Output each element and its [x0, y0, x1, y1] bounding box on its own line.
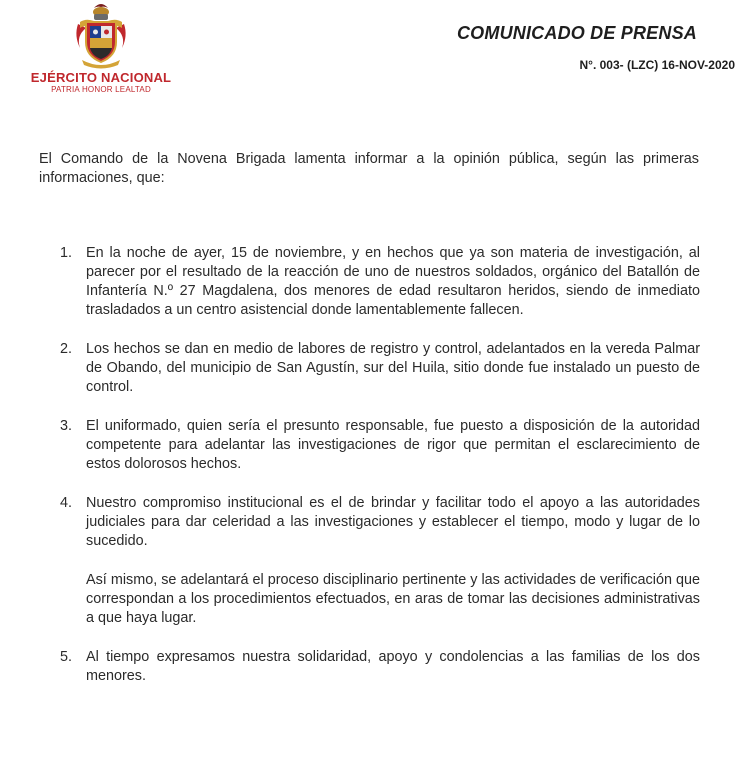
org-motto: PATRIA HONOR LEALTAD	[51, 85, 151, 94]
list-item	[60, 417, 700, 474]
org-name: EJÉRCITO NACIONAL	[30, 70, 172, 85]
item-number: 4.	[60, 495, 73, 511]
statement-list	[60, 244, 700, 706]
item-text: Así mismo, se adelantará el proceso disciplinario pertinente y las actividades de verificación que correspondan a los procedimientos efectuados, en aras de tomar las decisiones administrativas a que haya lugar.	[86, 572, 700, 626]
item-text: Nuestro compromiso institucional es el de brindar y facilitar todo el apoyo a las autoridades judiciales para dar celeridad a las investigaciones y establecer el tiempo, modo y lugar de lo sucedido.	[86, 495, 700, 549]
document-number: N°. 003- (LZC) 16-NOV-2020	[579, 58, 735, 72]
intro-paragraph: El Comando de la Novena Brigada lamenta informar a la opinión pública, según las primeras informaciones, que:	[39, 151, 699, 186]
list-item	[60, 244, 700, 320]
army-coat-of-arms-icon	[72, 2, 130, 70]
item-number: 5.	[60, 649, 73, 665]
list-item	[60, 340, 700, 397]
item-number: 1.	[60, 245, 73, 261]
item-number: 2.	[60, 341, 73, 357]
item-text: En la noche de ayer, 15 de noviembre, y en hechos que ya son materia de investigación, al parecer por el resultado de la reacción de uno de nuestros soldados, orgánico del Batallón de Infantería N.º 27 Magdalena, dos menores de edad resultaron heridos, siendo de inmediato trasladados a un centro asistencial donde lamentablemente fallecen.	[86, 245, 700, 318]
list-item	[60, 648, 700, 686]
item-text: Los hechos se dan en medio de labores de registro y control, adelantados en la vereda Palmar de Obando, del municipio de San Agustín, sur del Huila, sitio donde fue instalado un puesto de control.	[86, 341, 700, 395]
item-text: El uniformado, quien sería el presunto responsable, fue puesto a disposición de la autoridad competente para adelantar las investigaciones de rigor que permitan el esclarecimiento de estos dolorosos hechos.	[86, 418, 700, 472]
list-item	[60, 494, 700, 628]
item-text: Al tiempo expresamos nuestra solidaridad, apoyo y condolencias a las familias de los dos menores.	[86, 649, 700, 684]
item-number: 3.	[60, 418, 73, 434]
document-title: COMUNICADO DE PRENSA	[456, 23, 697, 43]
